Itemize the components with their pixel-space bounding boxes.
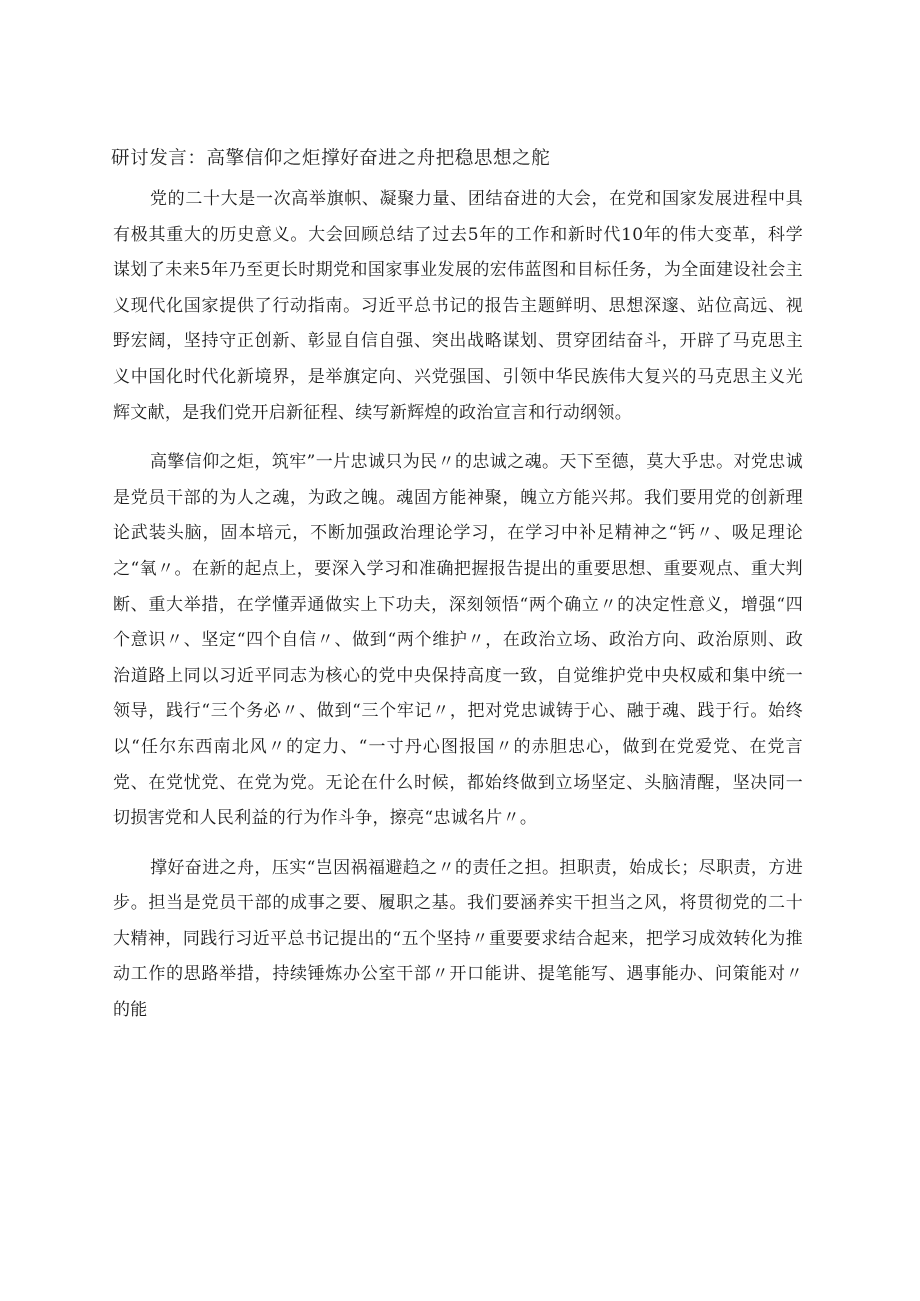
paragraph-1: 党的二十大是一次高举旗帜、凝聚力量、团结奋进的大会，在党和国家发展进程中具有极其重大的历史意义。大会回顾总结了过去5年的工作和新时代10年的伟大变革，科学谋划了未来5年乃至更长时期党和国家事业发展的宏伟蓝图和目标任务，为全面建设社会主义现代化国家提供了行动指南。习近平总书记的报告主题鲜明、思想深邃、站位高远、视野宏阔，坚持守正创新、彰显自信自强、突出战略谋划、贯穿团结奋斗，开辟了马克思主义中国化时代化新境界，是举旗定向、兴党强国、引领中华民族伟大复兴的马克思主义光辉文献，是我们党开启新征程、续写新辉煌的政治宣言和行动纲领。 bbox=[113, 189, 803, 423]
paragraph-3: 撑好奋进之舟，压实“岂因祸福避趋之〃的责任之担。担职责，始成长；尽职责，方进步。担当是党员干部的成事之要、履职之基。我们要涵养实干担当之风，将贯彻党的二十大精神，同践行习近平总书记提出的“五个坚持〃重要要求结合起来，把学习成效转化为推动工作的思路举措，持续锤炼办公室干部〃开口能讲、提笔能写、遇事能办、问策能对〃的能 bbox=[113, 857, 803, 1021]
document-body bbox=[113, 182, 803, 1043]
paragraph-2: 高擎信仰之炬，筑牢”一片忠诚只为民〃的忠诚之魂。天下至德，莫大乎忠。对党忠诚是党员干部的为人之魂，为政之魄。魂固方能神聚，魄立方能兴邦。我们要用党的创新理论武装头脑，固本培元，不断加强政治理论学习，在学习中补足精神之“钙〃、吸足理论之“氧〃。在新的起点上，要深入学习和准确把握报告提出的重要思想、重要观点、重大判断、重大举措，在学懂弄通做实上下功夫，深刻领悟“两个确立〃的决定性意义，增强“四个意识〃、坚定“四个自信〃、做到“两个维护〃，在政治立场、政治方向、政治原则、政治道路上同以习近平同志为核心的党中央保持高度一致，自觉维护党中央权威和集中统一领导，践行“三个务必〃、做到“三个牢记〃，把对党忠诚铸于心、融于魂、践于行。始终以“任尔东西南北风〃的定力、“一寸丹心图报国〃的赤胆忠心，做到在党爱党、在党言党、在党忧党、在党为党。无论在什么时候，都始终做到立场坚定、头脑清醒，坚决同一切损害党和人民利益的行为作斗争，擦亮“忠诚名片〃。 bbox=[113, 452, 803, 829]
document-title: 研讨发言：高擎信仰之炬撑好奋进之舟把稳思想之舵 bbox=[111, 148, 551, 169]
